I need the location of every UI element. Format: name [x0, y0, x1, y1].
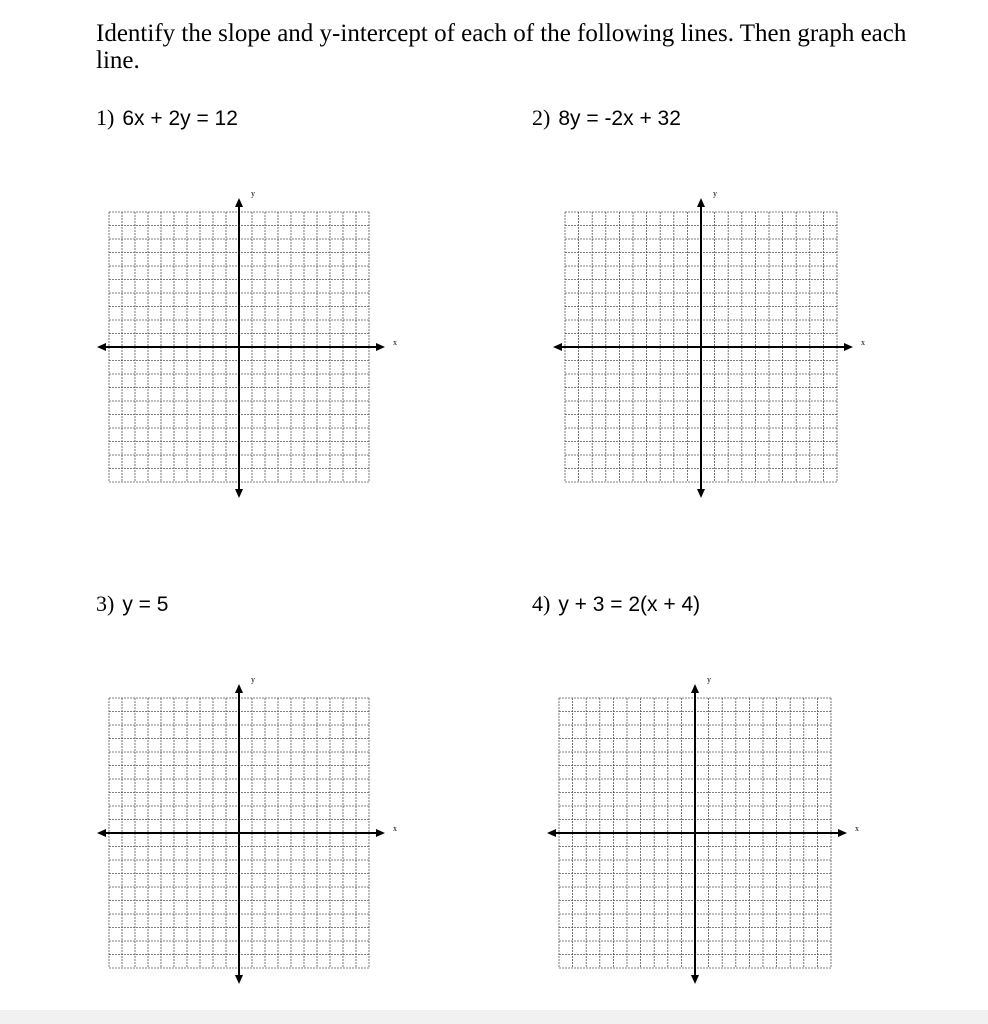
coordinate-grid-4 — [547, 675, 859, 988]
y-axis-arrow-up — [235, 198, 243, 207]
x-axis-arrow-left — [97, 829, 106, 837]
problem-number: 4) — [532, 591, 551, 616]
coordinate-grid-1 — [97, 189, 397, 502]
y-axis-label: y — [707, 675, 711, 684]
problem-equation: 8y = -2x + 32 — [558, 107, 681, 130]
page-bottom-edge — [0, 1010, 988, 1024]
x-axis-label: x — [393, 824, 397, 833]
problem-number: 1) — [96, 105, 115, 130]
problem-equation: y = 5 — [122, 593, 169, 616]
x-axis-arrow-right — [376, 829, 385, 837]
x-axis-label: x — [393, 338, 397, 347]
grid-svg — [553, 189, 865, 502]
problem-3 — [96, 592, 168, 617]
problem-2 — [532, 106, 681, 131]
x-axis-arrow-left — [97, 343, 106, 351]
grid-svg — [547, 675, 859, 988]
y-axis-arrow-up — [235, 684, 243, 693]
y-axis-arrow-up — [697, 198, 705, 207]
x-axis-label: x — [855, 824, 859, 833]
y-axis-label: y — [251, 189, 255, 198]
x-axis-arrow-right — [376, 343, 385, 351]
coordinate-grid-3 — [97, 675, 397, 988]
y-axis-label: y — [713, 189, 717, 198]
y-axis-arrow-down — [691, 975, 699, 984]
grid-svg — [97, 189, 397, 502]
y-axis-arrow-down — [697, 489, 705, 498]
x-axis-arrow-left — [553, 343, 562, 351]
problem-number: 3) — [96, 591, 115, 616]
problem-4 — [532, 592, 700, 617]
problem-1 — [96, 106, 238, 131]
x-axis-label: x — [861, 338, 865, 347]
y-axis-arrow-down — [235, 975, 243, 984]
coordinate-grid-2 — [553, 189, 865, 502]
y-axis-arrow-up — [691, 684, 699, 693]
problem-number: 2) — [532, 105, 551, 130]
problem-equation: 6x + 2y = 12 — [122, 107, 238, 130]
grid-svg — [97, 675, 397, 988]
x-axis-arrow-right — [844, 343, 853, 351]
problem-equation: y + 3 = 2(x + 4) — [558, 593, 701, 616]
y-axis-arrow-down — [235, 489, 243, 498]
x-axis-arrow-left — [547, 829, 556, 837]
y-axis-label: y — [251, 675, 255, 684]
x-axis-arrow-right — [838, 829, 847, 837]
instructions-text: Identify the slope and y-intercept of each of the following lines. Then graph each line. — [96, 20, 907, 74]
